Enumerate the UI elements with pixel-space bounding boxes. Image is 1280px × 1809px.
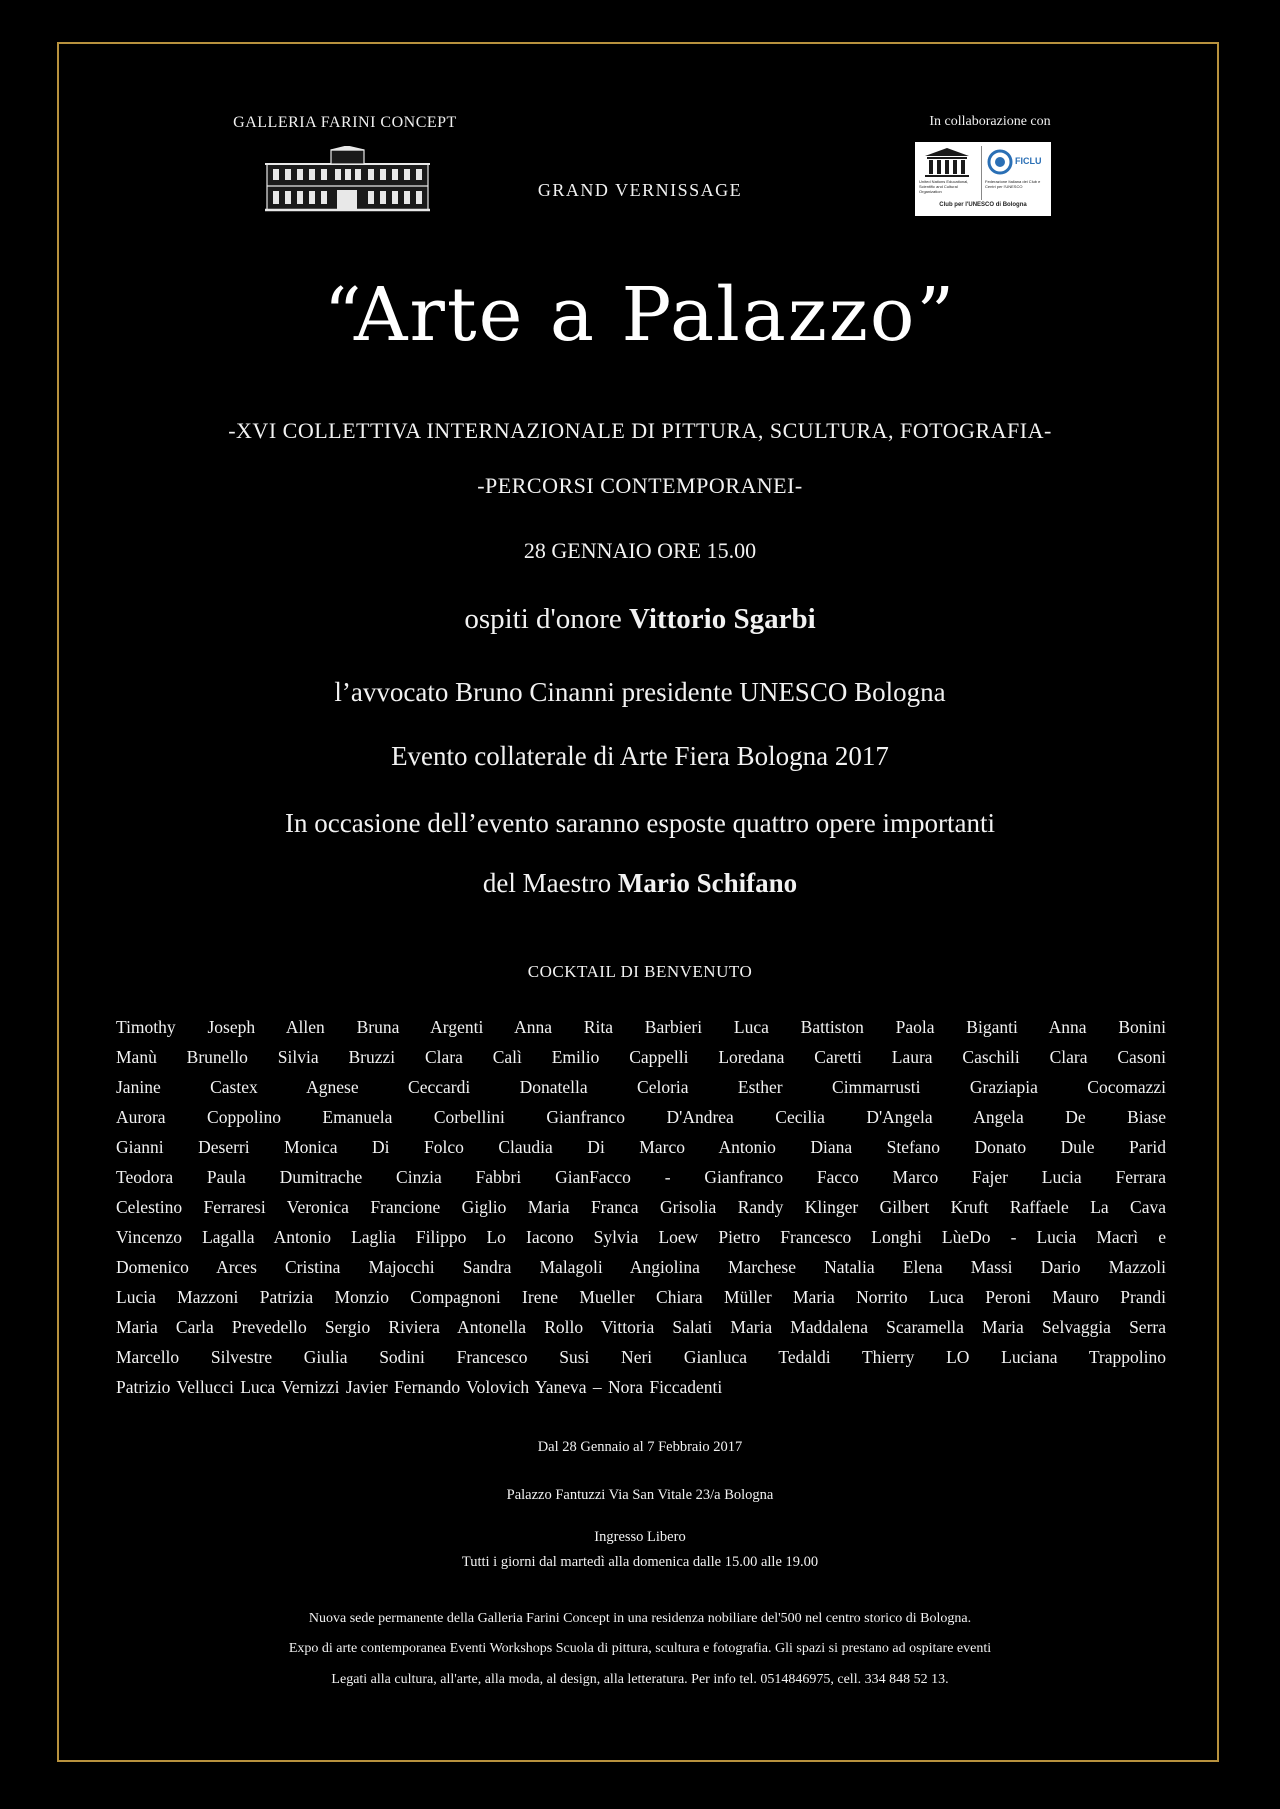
artists-row: Maria Carla Prevedello Sergio Riviera Antonella Rollo Vittoria Salati Maria Maddalena Scaramella Maria Selvaggia Serra	[116, 1317, 1166, 1337]
maestro-prefix: del Maestro	[482, 868, 618, 898]
cocktail-heading: COCKTAIL DI BENVENUTO	[527, 962, 753, 981]
artists-row: Celestino Ferraresi Veronica Francione Giglio Maria Franca Grisolia Randy Klinger Gilbert Kruft Raffaele La Cava	[116, 1197, 1166, 1217]
ficlu-logo-text: Federazione Italiana dei Club e Centri per l'UNESCO	[985, 179, 1041, 189]
opening-date-time: 28 GENNAIO ORE 15.00	[523, 538, 757, 563]
line-evento-collaterale: Evento collaterale di Arte Fiera Bologna 2017	[391, 741, 889, 771]
entry-info: Ingresso Libero	[594, 1529, 686, 1545]
exhibition-dates: Dal 28 Gennaio al 7 Febbraio 2017	[537, 1439, 743, 1455]
artists-row: Vincenzo Lagalla Antonio Laglia Filippo Lo Iacono Sylvia Loew Pietro Francesco Longhi LùeDo - Lucia Macrì e	[116, 1227, 1166, 1247]
artists-row: Timothy Joseph Allen Bruna Argenti Anna Rita Barbieri Luca Battiston Paola Biganti Anna Bonini	[116, 1017, 1166, 1037]
subtitle-collettiva: -XVI COLLETTIVA INTERNAZIONALE DI PITTURA, SCULTURA, FOTOGRAFIA-	[228, 418, 1052, 443]
artists-row: Teodora Paula Dumitrache Cinzia Fabbri GianFacco - Gianfranco Facco Marco Fajer Lucia Ferrara	[116, 1167, 1166, 1187]
artists-list	[116, 1012, 1166, 1402]
event-type: GRAND VERNISSAGE	[537, 180, 743, 200]
artists-row: Aurora Coppolino Emanuela Corbellini Gianfranco D'Andrea Cecilia D'Angela Angela De Biase	[116, 1107, 1166, 1127]
guests-prefix: ospiti d'onore	[464, 603, 630, 635]
line-avvocato: l’avvocato Bruno Cinanni presidente UNESCO Bologna	[334, 677, 946, 707]
guests-of-honor	[120, 603, 1160, 636]
artists-row: Janine Castex Agnese Ceccardi Donatella Celoria Esther Cimmarrusti Graziapia Cocomazzi	[116, 1077, 1166, 1097]
artists-row: Patrizio Vellucci Luca Vernizzi Javier Fernando Volovich Yaneva – Nora Ficcadenti	[116, 1377, 723, 1397]
gallery-name: GALLERIA FARINI CONCEPT	[233, 114, 457, 131]
venue-address: Palazzo Fantuzzi Via San Vitale 23/a Bologna	[506, 1487, 774, 1503]
subtitle-percorsi: -PERCORSI CONTEMPORANEI-	[477, 473, 803, 498]
ficlu-acronym: FICLU	[1015, 156, 1042, 166]
opening-hours: Tutti i giorni dal martedì alla domenica dalle 15.00 alle 19.00	[461, 1554, 819, 1570]
palazzo-building-icon	[265, 146, 430, 216]
event-title: “Arte a Palazzo”	[323, 272, 957, 358]
guest-name: Vittorio Sgarbi	[629, 603, 816, 635]
artists-row: Lucia Mazzoni Patrizia Monzio Compagnoni Irene Mueller Chiara Müller Maria Norrito Luca Peroni Mauro Prandi	[116, 1287, 1166, 1307]
line-opere: In occasione dell’evento saranno esposte quattro opere importanti	[284, 808, 995, 838]
maestro-name: Mario Schifano	[617, 868, 798, 898]
artists-row: Gianni Deserri Monica Di Folco Claudia Di Marco Antonio Diana Stefano Donato Dule Parid	[116, 1137, 1166, 1157]
collab-label: In collaborazione con	[929, 114, 1051, 129]
footer-line-1: Nuova sede permanente della Galleria Farini Concept in una residenza nobiliare del'500 nel centro storico di Bologna.	[308, 1611, 972, 1626]
collab-logo-caption: Club per l'UNESCO di Bologna	[939, 202, 1027, 208]
footer-line-2: Expo di arte contemporanea Eventi Workshops Scuola di pittura, scultura e fotografia. Gli spazi si prestano ad ospitare eventi	[288, 1641, 992, 1656]
artists-row: Manù Brunello Silvia Bruzzi Clara Calì Emilio Cappelli Loredana Caretti Laura Caschili Clara Casoni	[116, 1047, 1166, 1067]
artists-row: Marcello Silvestre Giulia Sodini Francesco Susi Neri Gianluca Tedaldi Thierry LO Luciana Trappolino	[116, 1347, 1166, 1367]
footer-line-3: Legati alla cultura, all'arte, alla moda, al design, alla letteratura. Per info tel. 0514846975, cell. 334 848 52 13.	[331, 1672, 949, 1687]
unesco-logo-text: United Nations Educational, Scientific and Cultural Organization	[919, 179, 969, 194]
unesco-ficlu-logo	[915, 142, 1051, 216]
line-maestro	[120, 868, 1160, 899]
artists-row: Domenico Arces Cristina Majocchi Sandra Malagoli Angiolina Marchese Natalia Elena Massi Dario Mazzoli	[116, 1257, 1166, 1277]
